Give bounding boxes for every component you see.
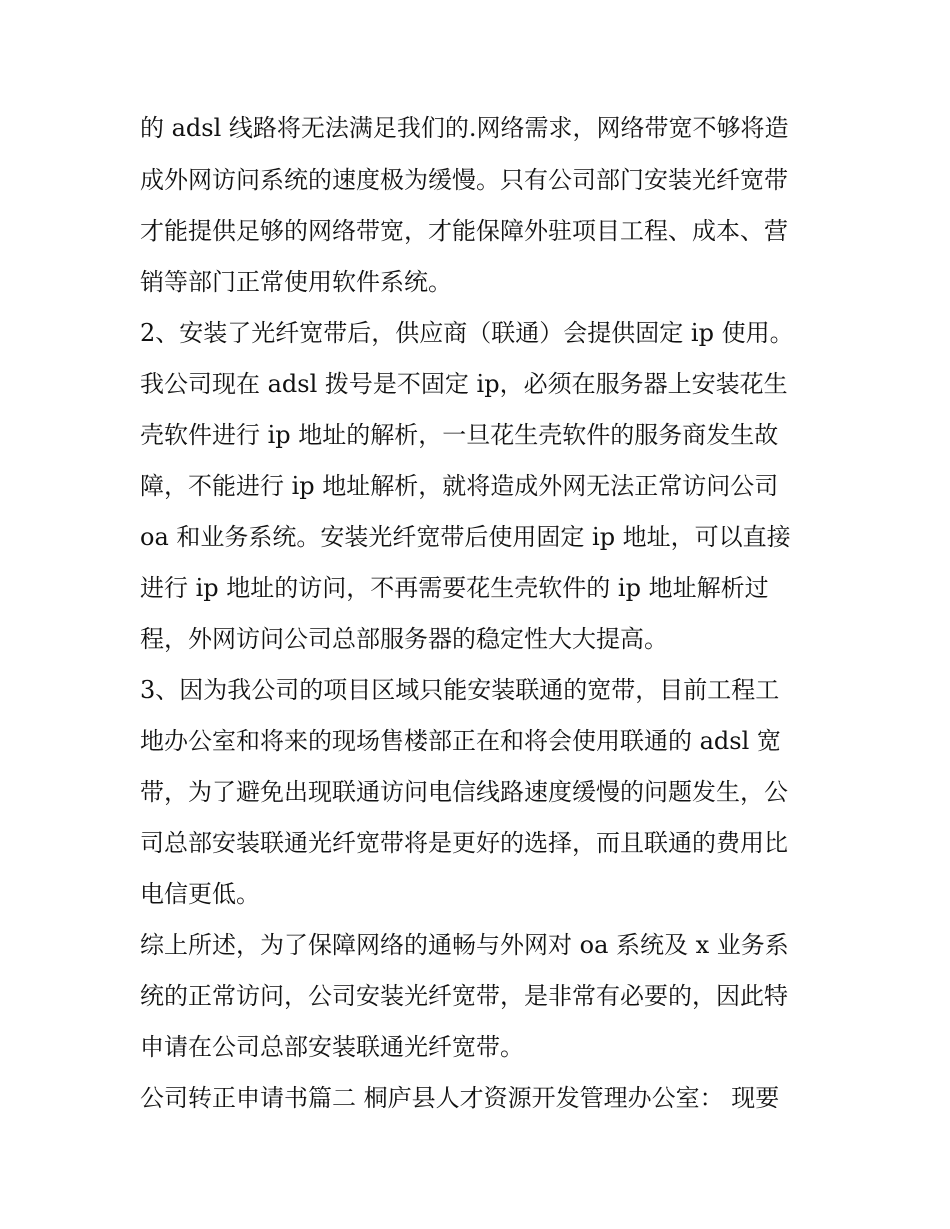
text-line: 2、安装了光纤宽带后，供应商（联通）会提供固定 ip 使用。: [140, 319, 794, 347]
text-line: 的 adsl 线路将无法满足我们的.网络需求，网络带宽不够将造: [140, 114, 789, 142]
text-line: 综上所述，为了保障网络的通畅与外网对 oa 系统及 x 业务系: [140, 931, 789, 959]
text-line: 公司转正申请书篇二 桐庐县人才资源开发管理办公室： 现要: [140, 1084, 780, 1112]
text-line: 电信更低。: [140, 880, 260, 908]
text-line: oa 和业务系统。安装光纤宽带后使用固定 ip 地址，可以直接: [140, 523, 791, 551]
text-line: 申请在公司总部安装联通光纤宽带。: [140, 1033, 524, 1061]
text-line: 进行 ip 地址的访问，不再需要花生壳软件的 ip 地址解析过: [140, 574, 769, 602]
text-line: 才能提供足够的网络带宽，才能保障外驻项目工程、成本、营: [140, 217, 788, 245]
text-line: 程，外网访问公司总部服务器的稳定性大大提高。: [140, 625, 668, 653]
text-line: 壳软件进行 ip 地址的解析，一旦花生壳软件的服务商发生故: [140, 421, 779, 449]
text-line: 司总部安装联通光纤宽带将是更好的选择，而且联通的费用比: [140, 829, 788, 857]
text-line: 地办公室和将来的现场售楼部正在和将会使用联通的 adsl 宽: [140, 727, 781, 755]
text-line: 障，不能进行 ip 地址解析，就将造成外网无法正常访问公司: [140, 472, 779, 500]
text-line: 成外网访问系统的速度极为缓慢。只有公司部门安装光纤宽带: [140, 166, 788, 194]
text-line: 带，为了避免出现联通访问电信线路速度缓慢的问题发生，公: [140, 778, 788, 806]
text-line: 3、因为我公司的项目区域只能安装联通的宽带，目前工程工: [140, 676, 780, 704]
text-line: 统的正常访问，公司安装光纤宽带，是非常有必要的，因此特: [140, 982, 788, 1010]
text-line: 销等部门正常使用软件系统。: [140, 268, 452, 296]
text-line: 我公司现在 adsl 拨号是不固定 ip，必须在服务器上安装花生: [140, 370, 788, 398]
